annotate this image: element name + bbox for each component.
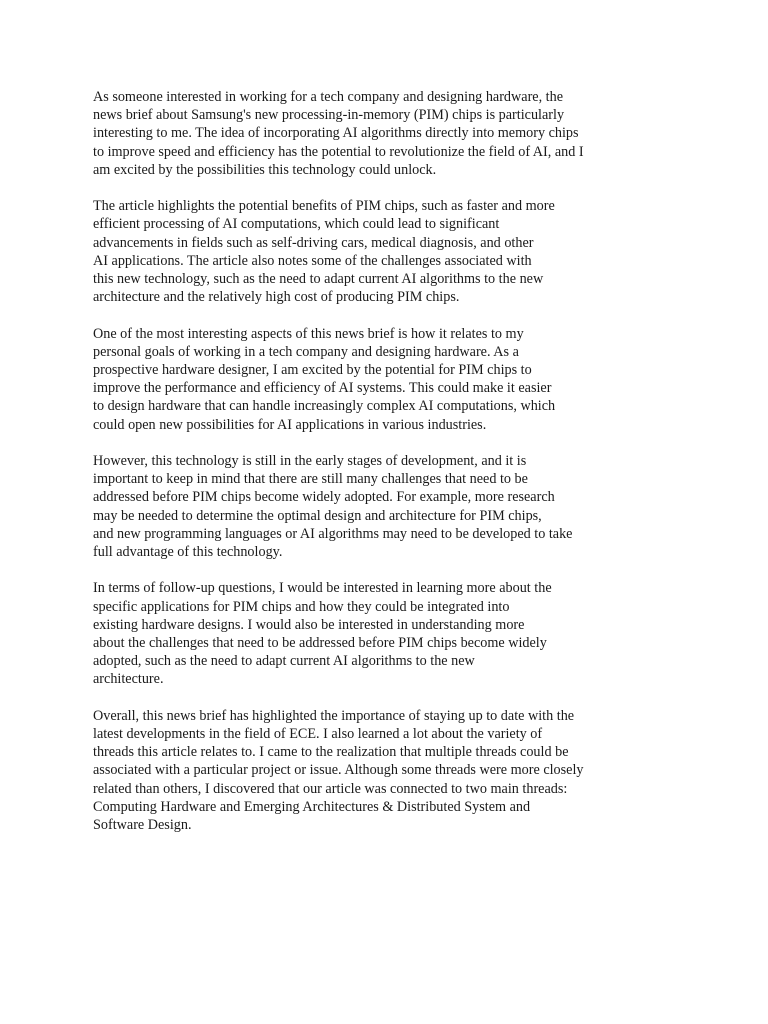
text-line: existing hardware designs. I would also be interested in understanding more <box>93 616 525 633</box>
text-line: Overall, this news brief has highlighted the importance of staying up to date with the <box>93 707 575 724</box>
text-line: associated with a particular project or issue. Although some threads were more closely <box>93 762 584 779</box>
paragraph-2 <box>93 197 693 306</box>
paragraph-6 <box>93 707 693 834</box>
text-line: advancements in fields such as self-driving cars, medical diagnosis, and other <box>93 234 534 251</box>
document-page <box>93 88 693 852</box>
text-line: specific applications for PIM chips and how they could be integrated into <box>93 598 510 615</box>
paragraph-5 <box>93 579 693 688</box>
text-line: to design hardware that can handle increasingly complex AI computations, which <box>93 398 556 415</box>
text-line: architecture. <box>93 671 164 688</box>
text-line: to improve speed and efficiency has the potential to revolutionize the field of AI, and I <box>93 143 584 160</box>
text-line: about the challenges that need to be addressed before PIM chips become widely <box>93 635 547 652</box>
text-line: efficient processing of AI computations, which could lead to significant <box>93 216 500 233</box>
text-line: As someone interested in working for a tech company and designing hardware, the <box>93 89 564 105</box>
text-line: full advantage of this technology. <box>93 544 283 561</box>
text-line: news brief about Samsung's new processing-in-memory (PIM) chips is particularly <box>93 107 565 124</box>
text-line: Software Design. <box>93 817 192 834</box>
text-line: One of the most interesting aspects of this news brief is how it relates to my <box>93 325 524 342</box>
text-line: architecture and the relatively high cost of producing PIM chips. <box>93 289 460 306</box>
text-line: could open new possibilities for AI applications in various industries. <box>93 416 487 433</box>
paragraph-3 <box>93 325 693 434</box>
text-line: latest developments in the field of ECE. I also learned a lot about the variety of <box>93 726 543 743</box>
text-line: AI applications. The article also notes some of the challenges associated with <box>93 252 532 269</box>
text-line: addressed before PIM chips become widely adopted. For example, more research <box>93 489 555 506</box>
text-line: threads this article relates to. I came to the realization that multiple threads could be <box>93 744 569 761</box>
text-line: related than others, I discovered that our article was connected to two main threads: <box>93 780 568 797</box>
text-line: this new technology, such as the need to adapt current AI algorithms to the new <box>93 271 544 288</box>
text-line: adopted, such as the need to adapt current AI algorithms to the new <box>93 653 475 670</box>
text-line: am excited by the possibilities this technology could unlock. <box>93 161 437 178</box>
text-line: Computing Hardware and Emerging Architectures & Distributed System and <box>93 798 531 815</box>
paragraph-4 <box>93 452 693 561</box>
text-line: important to keep in mind that there are still many challenges that need to be <box>93 471 528 488</box>
text-line: The article highlights the potential benefits of PIM chips, such as faster and more <box>93 198 555 215</box>
text-line: improve the performance and efficiency of AI systems. This could make it easier <box>93 380 552 397</box>
text-line: and new programming languages or AI algorithms may need to be developed to take <box>93 525 573 542</box>
paragraph-1 <box>93 88 693 179</box>
text-line: interesting to me. The idea of incorporating AI algorithms directly into memory chips <box>93 125 579 142</box>
text-line: prospective hardware designer, I am excited by the potential for PIM chips to <box>93 362 532 379</box>
text-line: In terms of follow-up questions, I would be interested in learning more about the <box>93 580 552 597</box>
text-line: personal goals of working in a tech company and designing hardware. As a <box>93 343 519 360</box>
text-line: However, this technology is still in the early stages of development, and it is <box>93 453 527 470</box>
text-line: may be needed to determine the optimal design and architecture for PIM chips, <box>93 507 542 524</box>
